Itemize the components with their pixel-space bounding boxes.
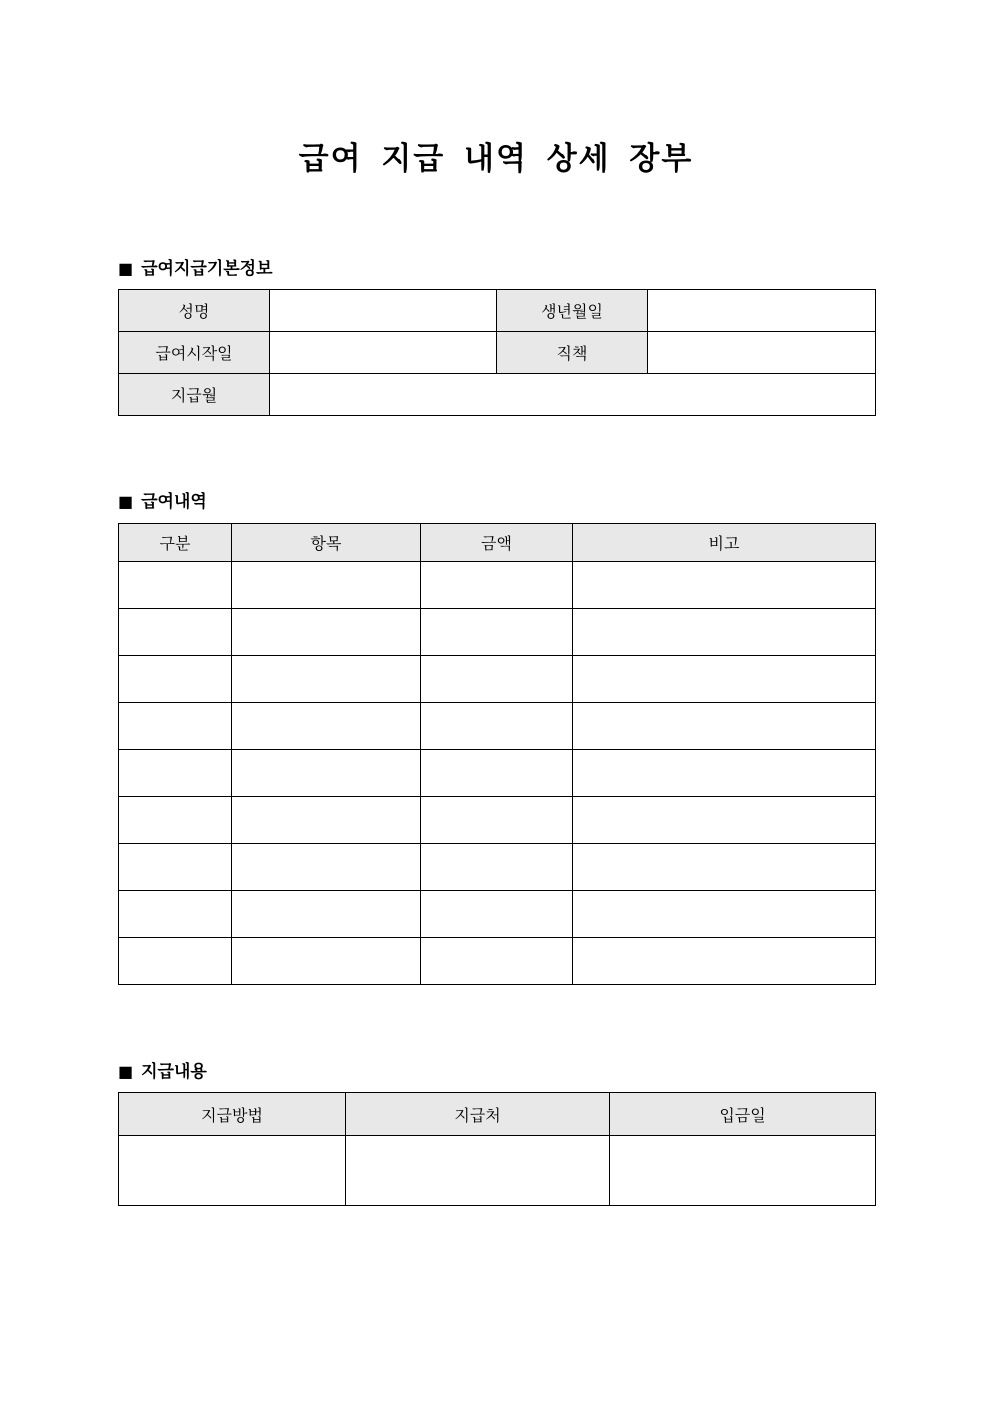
section-details-heading [118,487,207,512]
cell-amount[interactable] [421,703,573,750]
cell-category[interactable] [119,938,232,985]
section-payment-title: 지급내용 [141,1062,207,1082]
cell-note[interactable] [573,703,876,750]
field-start-date[interactable] [270,332,497,374]
cell-item[interactable] [232,656,421,703]
label-position: 직책 [497,332,648,374]
label-start-date: 급여시작일 [119,332,270,374]
cell-category[interactable] [119,703,232,750]
cell-amount[interactable] [421,750,573,797]
table-row [119,562,876,609]
cell-method[interactable] [119,1136,346,1206]
cell-amount[interactable] [421,656,573,703]
cell-amount[interactable] [421,562,573,609]
cell-item[interactable] [232,703,421,750]
cell-note[interactable] [573,609,876,656]
cell-category[interactable] [119,891,232,938]
table-row [119,609,876,656]
cell-item[interactable] [232,750,421,797]
table-row [119,797,876,844]
cell-note[interactable] [573,844,876,891]
table-row [119,703,876,750]
col-header-amount: 금액 [421,524,573,562]
field-position[interactable] [648,332,876,374]
section-payment-heading [118,1057,207,1082]
cell-item[interactable] [232,938,421,985]
square-bullet-icon: ■ [118,1062,134,1081]
cell-note[interactable] [573,797,876,844]
cell-category[interactable] [119,844,232,891]
col-header-deposit-date: 입금일 [610,1093,876,1136]
table-row [119,844,876,891]
pay-details-table [118,523,876,985]
cell-item[interactable] [232,797,421,844]
table-row [119,656,876,703]
square-bullet-icon: ■ [118,492,134,511]
table-row [119,1136,876,1206]
col-header-category: 구분 [119,524,232,562]
cell-note[interactable] [573,750,876,797]
field-name[interactable] [270,290,497,332]
cell-amount[interactable] [421,609,573,656]
cell-amount[interactable] [421,797,573,844]
field-birth[interactable] [648,290,876,332]
col-header-item: 항목 [232,524,421,562]
cell-note[interactable] [573,891,876,938]
label-pay-day: 지급월 [119,374,270,416]
cell-category[interactable] [119,562,232,609]
cell-note[interactable] [573,562,876,609]
payment-method-table [118,1092,876,1206]
square-bullet-icon: ■ [118,259,134,278]
field-pay-day[interactable] [270,374,876,416]
cell-amount[interactable] [421,938,573,985]
cell-amount[interactable] [421,844,573,891]
cell-note[interactable] [573,938,876,985]
table-row [119,891,876,938]
cell-category[interactable] [119,609,232,656]
table-row [119,938,876,985]
cell-payee[interactable] [346,1136,610,1206]
col-header-payee: 지급처 [346,1093,610,1136]
cell-deposit-date[interactable] [610,1136,876,1206]
cell-amount[interactable] [421,891,573,938]
col-header-note: 비고 [573,524,876,562]
page-title: 급여 지급 내역 상세 장부 [298,141,694,177]
cell-item[interactable] [232,844,421,891]
cell-category[interactable] [119,750,232,797]
section-details-title: 급여내역 [141,492,207,512]
cell-category[interactable] [119,656,232,703]
label-birth: 생년월일 [497,290,648,332]
col-header-method: 지급방법 [119,1093,346,1136]
section-basic-title: 급여지급기본정보 [141,259,273,279]
table-row [119,750,876,797]
basic-info-table [118,289,876,416]
section-basic-heading [118,254,273,279]
cell-note[interactable] [573,656,876,703]
cell-item[interactable] [232,562,421,609]
label-name: 성명 [119,290,270,332]
cell-item[interactable] [232,609,421,656]
cell-item[interactable] [232,891,421,938]
cell-category[interactable] [119,797,232,844]
